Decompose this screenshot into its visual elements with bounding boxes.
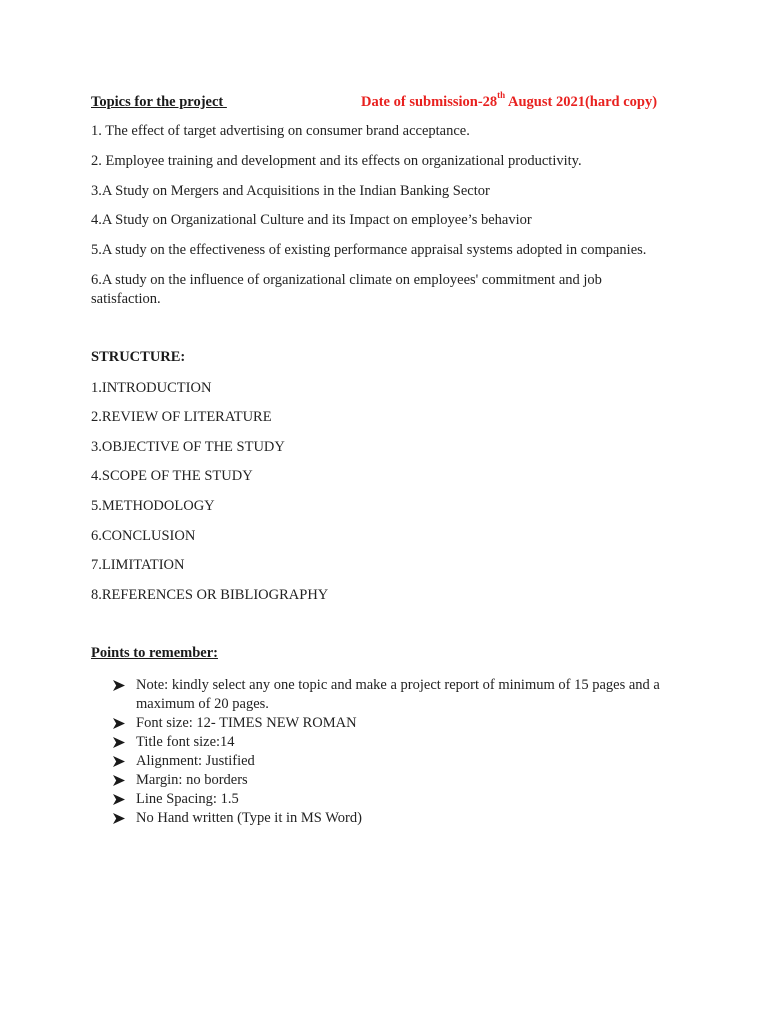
list-item (113, 771, 693, 790)
arrowhead-bullet-icon (113, 680, 125, 691)
list-item (113, 790, 693, 809)
points-list (113, 676, 693, 828)
structure-item: 7.LIMITATION (91, 557, 185, 573)
list-item (113, 809, 693, 828)
heading-row (91, 92, 691, 116)
submission-date (361, 90, 658, 111)
structure-item: 1.INTRODUCTION (91, 380, 212, 396)
arrowhead-bullet-icon (113, 775, 125, 786)
points-title: Points to remember: (91, 645, 218, 661)
arrowhead-bullet-icon (113, 718, 125, 729)
point-text: Alignment: Justified (136, 753, 255, 769)
arrowhead-bullet-icon (113, 813, 125, 824)
structure-item: 5.METHODOLOGY (91, 498, 215, 514)
topic-item: 2. Employee training and development and its effects on organizational productivity. (91, 153, 582, 169)
structure-title: STRUCTURE: (91, 349, 186, 365)
structure-item: 8.REFERENCES OR BIBLIOGRAPHY (91, 587, 329, 603)
list-item (113, 676, 693, 714)
structure-item: 4.SCOPE OF THE STUDY (91, 468, 253, 484)
submission-suffix: August 2021(hard copy) (505, 94, 658, 110)
topic-item: 4.A Study on Organizational Culture and its Impact on employee’s behavior (91, 212, 532, 228)
topic-item: 5.A study on the effectiveness of existing performance appraisal systems adopted in companies. (91, 242, 647, 258)
list-item (113, 733, 693, 752)
topic-item: 1. The effect of target advertising on consumer brand acceptance. (91, 123, 470, 139)
topic-item: 6.A study on the influence of organizational climate on employees' commitment and job satisfaction. (91, 272, 602, 307)
submission-prefix: Date of submission-28 (361, 94, 498, 110)
structure-item: 6.CONCLUSION (91, 528, 196, 544)
arrowhead-bullet-icon (113, 756, 125, 767)
topic-item: 3.A Study on Mergers and Acquisitions in the Indian Banking Sector (91, 183, 490, 199)
list-item (113, 714, 693, 733)
structure-item: 2.REVIEW OF LITERATURE (91, 409, 272, 425)
point-text: Title font size:14 (136, 734, 235, 750)
structure-item: 3.OBJECTIVE OF THE STUDY (91, 439, 285, 455)
topics-heading: Topics for the project (91, 94, 227, 110)
point-text: No Hand written (Type it in MS Word) (136, 810, 362, 826)
submission-superscript: th (497, 90, 506, 101)
point-text: Note: kindly select any one topic and make a project report of minimum of 15 pages and a maximum of 20 pages. (136, 677, 660, 712)
arrowhead-bullet-icon (113, 737, 125, 748)
point-text: Margin: no borders (136, 772, 248, 788)
arrowhead-bullet-icon (113, 794, 125, 805)
point-text: Font size: 12- TIMES NEW ROMAN (136, 715, 357, 731)
list-item (113, 752, 693, 771)
point-text: Line Spacing: 1.5 (136, 791, 239, 807)
